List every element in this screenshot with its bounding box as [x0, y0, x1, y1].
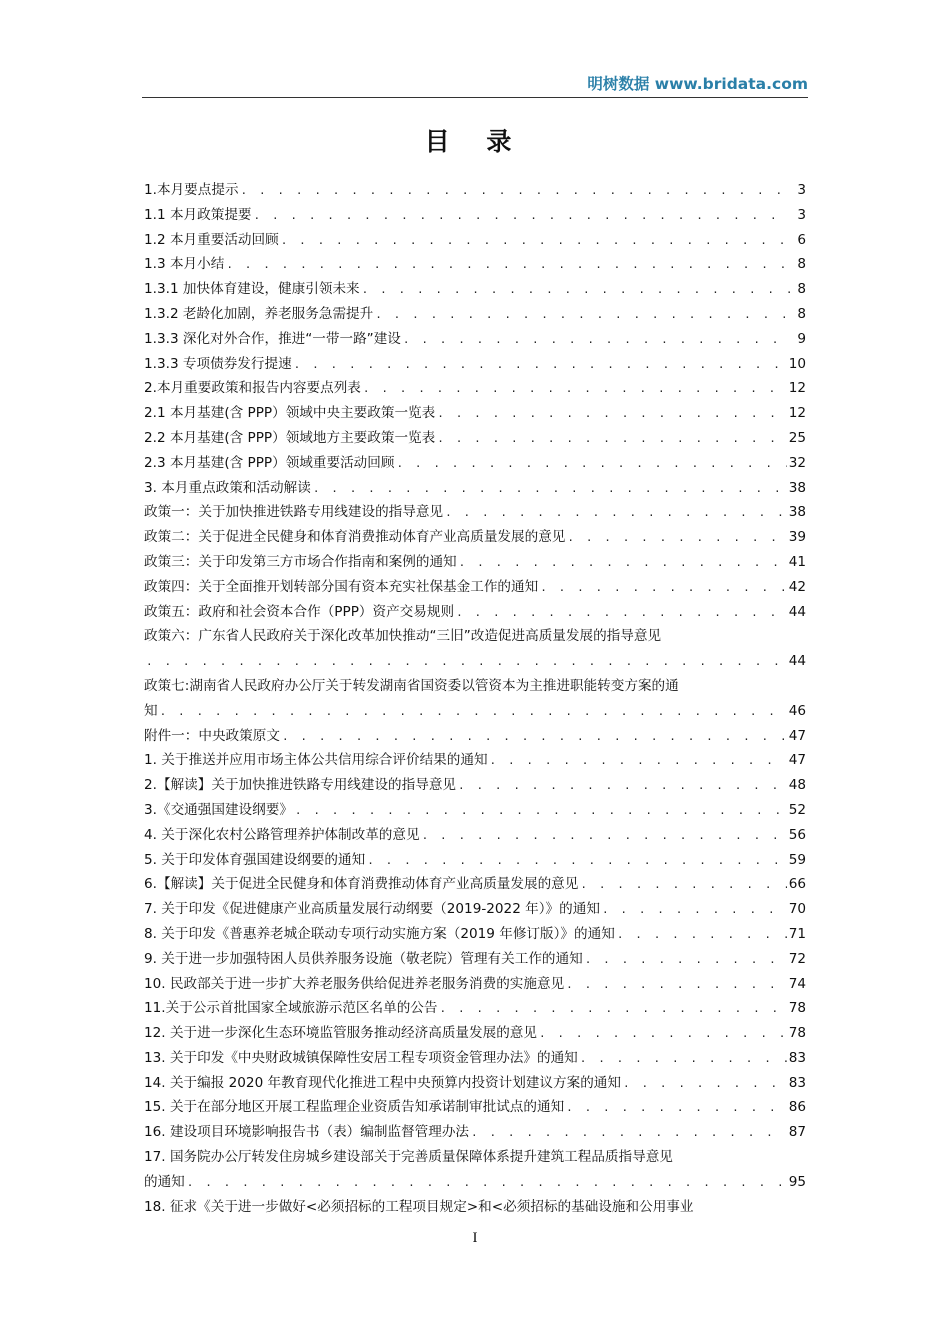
- toc-entry[interactable]: [144, 1021, 806, 1046]
- toc-entry[interactable]: [144, 500, 806, 525]
- toc-entry[interactable]: [144, 401, 806, 426]
- toc-entry-page: 8: [797, 305, 806, 322]
- toc-entry-title: 政策五：政府和社会资本合作（PPP）资产交易规则: [144, 603, 455, 620]
- toc-leader-dots: [160, 700, 787, 724]
- toc-entry[interactable]: [144, 451, 806, 476]
- toc-leader-dots: [254, 204, 790, 228]
- toc-entry-title: 7. 关于印发《促进健康产业高质量发展行动纲要（2019-2022 年）》的通知: [144, 901, 600, 918]
- toc-leader-dots: [362, 278, 790, 302]
- toc-entry[interactable]: [144, 302, 806, 327]
- page-number: I: [472, 1230, 478, 1246]
- toc-entry-page: 44: [788, 603, 806, 620]
- toc-entry-title: 政策一：关于加快推进铁路专用线建设的指导意见: [144, 504, 444, 521]
- toc-leader-dots: [363, 377, 787, 401]
- toc-entry-page: 38: [788, 504, 806, 521]
- table-of-contents: [144, 178, 806, 1219]
- toc-entry-continuation[interactable]: [144, 649, 806, 674]
- toc-entry[interactable]: [144, 178, 806, 203]
- toc-entry-page: 42: [788, 578, 806, 595]
- toc-leader-dots: [422, 824, 787, 848]
- toc-entry[interactable]: [144, 897, 806, 922]
- toc-leader-dots: [566, 1096, 787, 1120]
- toc-entry-page: 3: [797, 206, 806, 223]
- toc-entry[interactable]: [144, 203, 806, 228]
- toc-entry-title: 1. 关于推送并应用市场主体公共信用综合评价结果的通知: [144, 752, 488, 769]
- toc-entry-title: 9. 关于进一步加强特困人员供养服务设施（敬老院）管理有关工作的通知: [144, 950, 583, 967]
- toc-entry-title: 6.【解读】关于促进全民健身和体育消费推动体育产业高质量发展的意见: [144, 876, 579, 893]
- toc-entry-title: 17. 国务院办公厅转发住房城乡建设部关于完善质量保障体系提升建筑工程品质指导意见: [144, 1149, 673, 1166]
- toc-entry-title: 3.《交通强国建设纲要》: [144, 801, 293, 818]
- toc-leader-dots: [459, 551, 787, 575]
- toc-entry[interactable]: [144, 352, 806, 377]
- toc-leader-dots: [445, 501, 787, 525]
- toc-entry-title-continuation: 的通知: [144, 1173, 185, 1190]
- toc-entry-page: 86: [788, 1099, 806, 1116]
- toc-leader-dots: [540, 576, 786, 600]
- toc-entry-title: 13. 关于印发《中央财政城镇保障性安居工程专项资金管理办法》的通知: [144, 1049, 578, 1066]
- toc-entry-title: 2.本月重要政策和报告内容要点列表: [144, 380, 361, 397]
- page-title: 目 录: [424, 127, 526, 156]
- toc-entry-page: 39: [788, 529, 806, 546]
- toc-entry[interactable]: [144, 996, 806, 1021]
- toc-entry-page: 78: [788, 1025, 806, 1042]
- toc-entry-title: 15. 关于在部分地区开展工程监理企业资质告知承诺制审批试点的通知: [144, 1099, 565, 1116]
- toc-entry[interactable]: [144, 872, 806, 897]
- toc-leader-dots: [617, 923, 787, 947]
- toc-entry[interactable]: [144, 947, 806, 972]
- toc-leader-dots: [396, 452, 786, 476]
- toc-leader-dots: [456, 601, 787, 625]
- toc-entry-title: 11.关于公示首批国家全域旅游示范区名单的公告: [144, 1000, 438, 1017]
- toc-entry-page: 59: [788, 851, 806, 868]
- toc-entry-title: 1.本月要点提示: [144, 182, 239, 198]
- toc-entry-title: 政策二：关于促进全民健身和体育消费推动体育产业高质量发展的意见: [144, 529, 566, 546]
- toc-entry[interactable]: [144, 327, 806, 352]
- toc-leader-dots: [294, 353, 787, 377]
- toc-entry-page: 74: [788, 975, 806, 992]
- toc-entry-title: 1.3.3 深化对外合作，推进“一带一路”建设: [144, 330, 401, 347]
- toc-entry[interactable]: [144, 1046, 806, 1071]
- toc-leader-dots: [403, 328, 790, 352]
- toc-entry[interactable]: [144, 376, 806, 401]
- toc-entry-continuation[interactable]: [144, 699, 806, 724]
- toc-leader-dots: [623, 1072, 787, 1096]
- toc-entry-title: 18. 征求《关于进一步做好<必须招标的工程项目规定>和<必须招标的基础设施和公用事业: [144, 1198, 694, 1215]
- page-header: [142, 68, 808, 96]
- toc-entry-page: 10: [788, 355, 806, 372]
- toc-entry[interactable]: [144, 1145, 806, 1170]
- toc-entry-title: 1.1 本月政策提要: [144, 206, 252, 223]
- toc-entry[interactable]: [144, 600, 806, 625]
- toc-entry-title: 4. 关于深化农村公路管理养护体制改革的意见: [144, 826, 420, 843]
- toc-entry[interactable]: [144, 1120, 806, 1145]
- toc-entry[interactable]: [144, 624, 806, 649]
- toc-entry-page: 46: [788, 702, 806, 719]
- brand-logo-text: 明树数据 www.bridata.com: [587, 75, 808, 93]
- toc-entry-title: 1.3.3 专项债券发行提速: [144, 355, 292, 372]
- toc-entry[interactable]: [144, 773, 806, 798]
- toc-leader-dots: [187, 1171, 787, 1195]
- toc-entry-page: 41: [788, 553, 806, 570]
- toc-leader-dots: [241, 179, 790, 203]
- toc-entry-title: 政策三：关于印发第三方市场合作指南和案例的通知: [144, 553, 457, 570]
- toc-entry-title: 8. 关于印发《普惠养老城企联动专项行动实施方案（2019 年修订版）》的通知: [144, 925, 615, 942]
- toc-leader-dots: [375, 303, 790, 327]
- toc-entry[interactable]: [144, 525, 806, 550]
- toc-entry-page: 78: [788, 1000, 806, 1017]
- toc-leader-dots: [226, 253, 790, 277]
- toc-entry-title: 2.3 本月基建(含 PPP）领域重要活动回顾: [144, 454, 395, 471]
- toc-entry[interactable]: [144, 972, 806, 997]
- toc-entry[interactable]: [144, 724, 806, 749]
- toc-leader-dots: [580, 1047, 787, 1071]
- toc-leader-dots: [567, 526, 786, 550]
- toc-entry-title: 16. 建设项目环境影响报告书（表）编制监督管理办法: [144, 1124, 470, 1141]
- toc-leader-dots: [281, 229, 790, 253]
- toc-entry[interactable]: [144, 228, 806, 253]
- toc-entry-page: 47: [788, 727, 806, 744]
- toc-entry-page: 12: [788, 380, 806, 397]
- toc-leader-dots: [440, 997, 787, 1021]
- header-rule: [142, 97, 808, 98]
- toc-entry-title: 附件一：中央政策原文: [144, 727, 280, 744]
- toc-entry-page: 72: [788, 950, 806, 967]
- toc-entry[interactable]: [144, 1095, 806, 1120]
- toc-entry[interactable]: [144, 277, 806, 302]
- toc-entry-page: 6: [797, 231, 806, 248]
- toc-leader-dots: [295, 799, 787, 823]
- toc-entry-title: 1.2 本月重要活动回顾: [144, 231, 279, 248]
- toc-entry-page: 38: [788, 479, 806, 496]
- toc-entry-title: 2.1 本月基建(含 PPP）领域中央主要政策一览表: [144, 405, 436, 422]
- toc-entry-title: 政策四：关于全面推开划转部分国有资本充实社保基金工作的通知: [144, 578, 539, 595]
- toc-entry[interactable]: [144, 674, 806, 699]
- toc-entry-page: 66: [788, 876, 806, 893]
- toc-entry[interactable]: [144, 476, 806, 501]
- toc-entry[interactable]: [144, 550, 806, 575]
- toc-entry-title: 2.【解读】关于加快推进铁路专用线建设的指导意见: [144, 777, 457, 794]
- toc-leader-dots: [367, 849, 786, 873]
- toc-entry-title: 5. 关于印发体育强国建设纲要的通知: [144, 851, 366, 868]
- toc-entry-title: 1.3.2 老龄化加剧，养老服务急需提升: [144, 305, 374, 322]
- toc-entry[interactable]: [144, 426, 806, 451]
- toc-leader-dots: [313, 477, 787, 501]
- toc-leader-dots: [490, 749, 787, 773]
- toc-entry-title: 10. 民政部关于进一步扩大养老服务供给促进养老服务消费的实施意见: [144, 975, 565, 992]
- toc-entry-page: 47: [788, 752, 806, 769]
- toc-entry-page: 83: [788, 1049, 806, 1066]
- toc-entry-title: 2.2 本月基建(含 PPP）领域地方主要政策一览表: [144, 429, 436, 446]
- toc-entry[interactable]: [144, 848, 806, 873]
- toc-entry[interactable]: [144, 922, 806, 947]
- toc-entry-page: 44: [788, 653, 806, 670]
- toc-leader-dots: [585, 948, 787, 972]
- toc-entry-title: 1.3 本月小结: [144, 256, 225, 273]
- toc-entry-page: 12: [788, 405, 806, 422]
- toc-leader-dots: [580, 873, 786, 897]
- toc-entry-title-continuation: 知: [144, 702, 158, 719]
- toc-entry-title: 3. 本月重点政策和活动解读: [144, 479, 311, 496]
- toc-entry-title: 1.3.1 加快体育建设，健康引领未来: [144, 281, 360, 298]
- toc-leader-dots: [437, 427, 786, 451]
- toc-entry-continuation[interactable]: [144, 1170, 806, 1195]
- toc-entry-page: 9: [797, 330, 806, 347]
- toc-entry[interactable]: [144, 748, 806, 773]
- toc-leader-dots: [146, 650, 787, 674]
- toc-entry-page: 95: [788, 1173, 806, 1190]
- toc-entry-page: 25: [788, 429, 806, 446]
- toc-entry[interactable]: [144, 575, 806, 600]
- toc-leader-dots: [539, 1022, 787, 1046]
- toc-entry[interactable]: [144, 798, 806, 823]
- toc-entry[interactable]: [144, 1195, 806, 1220]
- toc-entry-title: 政策七:湖南省人民政府办公厅关于转发湖南省国资委以管资本为主推进职能转变方案的通: [144, 677, 679, 694]
- toc-entry-page: 70: [788, 901, 806, 918]
- toc-entry-page: 48: [788, 777, 806, 794]
- toc-entry-page: 87: [788, 1124, 806, 1141]
- toc-entry-page: 3: [797, 182, 806, 198]
- toc-entry-page: 32: [788, 454, 806, 471]
- toc-entry[interactable]: [144, 252, 806, 277]
- toc-leader-dots: [602, 898, 787, 922]
- toc-entry-title: 14. 关于编报 2020 年教育现代化推进工程中央预算内投资计划建议方案的通知: [144, 1074, 621, 1091]
- toc-entry[interactable]: [144, 823, 806, 848]
- toc-entry-title: 12. 关于进一步深化生态环境监管服务推动经济高质量发展的意见: [144, 1025, 537, 1042]
- toc-entry-page: 56: [788, 826, 806, 843]
- toc-entry-title: 政策六：广东省人民政府关于深化改革加快推动“三旧”改造促进高质量发展的指导意见: [144, 628, 662, 645]
- toc-entry-page: 71: [788, 925, 806, 942]
- toc-entry-page: 8: [797, 281, 806, 298]
- toc-leader-dots: [458, 774, 787, 798]
- toc-leader-dots: [471, 1121, 787, 1145]
- toc-leader-dots: [282, 725, 787, 749]
- toc-entry-page: 83: [788, 1074, 806, 1091]
- toc-entry[interactable]: [144, 1071, 806, 1096]
- toc-leader-dots: [566, 973, 787, 997]
- toc-entry-page: 52: [788, 801, 806, 818]
- toc-leader-dots: [437, 402, 786, 426]
- toc-entry-page: 8: [797, 256, 806, 273]
